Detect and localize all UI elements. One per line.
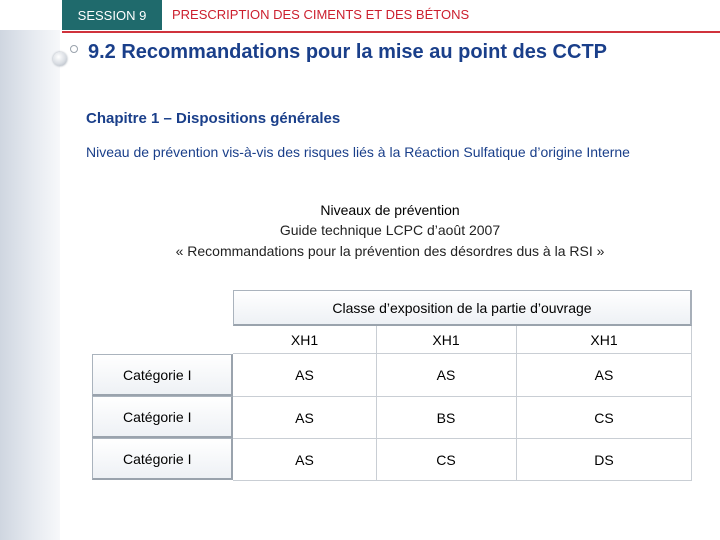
small-bullet-icon <box>70 45 78 53</box>
prevention-description: Niveau de prévention vis-à-vis des risques liés à la Réaction Sulfatique d’origine Interne <box>86 144 630 160</box>
table-cell: BS <box>436 410 456 426</box>
column-header: XH1 <box>376 326 516 353</box>
table-cell: AS <box>594 367 614 383</box>
header-title: PRESCRIPTION DES CIMENTS ET DES BÉTONS <box>172 7 470 22</box>
row-label-category: Catégorie I <box>92 354 233 396</box>
column-header: XH1 <box>233 326 376 353</box>
header-divider <box>62 31 720 33</box>
guide-subtitle: « Recommandations pour la prévention des désordres dus à la RSI » <box>175 243 605 259</box>
slide-title: 9.2 Recommandations pour la mise au point des CCTP <box>88 41 607 63</box>
bullet-icon <box>53 52 67 66</box>
guide-reference: Guide technique LCPC d’août 2007 <box>279 222 501 238</box>
table-cell: CS <box>594 410 614 426</box>
table-cell: AS <box>295 452 314 468</box>
levels-title: Niveaux de prévention <box>320 202 460 218</box>
row-label-category: Catégorie I <box>92 396 233 438</box>
table-cell: AS <box>436 367 456 383</box>
chapter-heading: Chapitre 1 – Dispositions générales <box>86 110 341 127</box>
session-tab: SESSION 9 <box>62 0 162 30</box>
table-header-exposure-class: Classe d’exposition de la partie d’ouvrage <box>233 290 692 326</box>
table-cell: DS <box>594 452 614 468</box>
column-header: XH1 <box>516 326 692 353</box>
table-cell: AS <box>295 410 314 426</box>
left-decorative-strip <box>0 0 60 540</box>
row-label-category: Catégorie I <box>92 438 233 480</box>
table-cell: CS <box>436 452 456 468</box>
table-cell: AS <box>295 367 314 383</box>
